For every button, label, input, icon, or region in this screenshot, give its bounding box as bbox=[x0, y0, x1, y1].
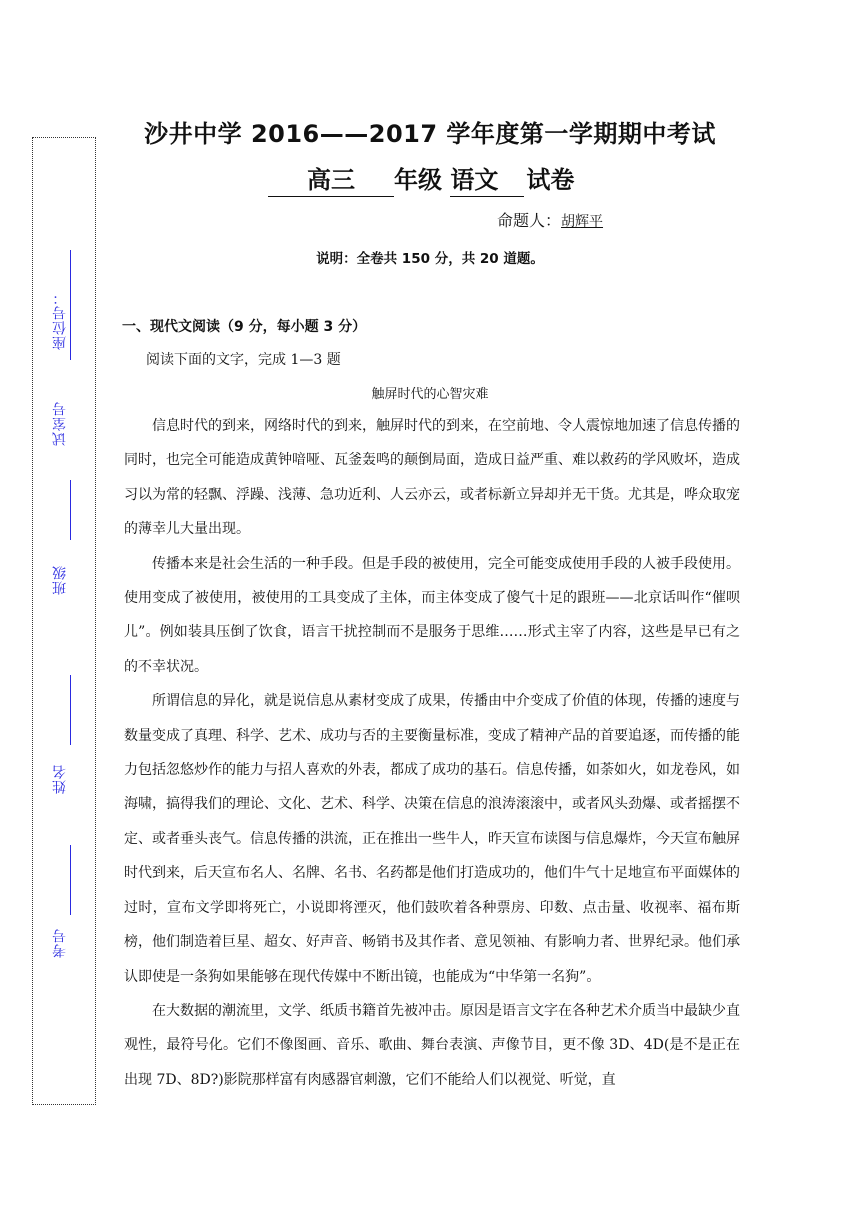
exam-note: 说明：全卷共 150 分，共 20 道题。 bbox=[316, 251, 544, 267]
exam-number-label: 考号 bbox=[52, 928, 68, 958]
subject-blank bbox=[450, 160, 524, 197]
article-paragraph: 信息时代的到来，网络时代的到来，触屏时代的到来，在空前地、令人震惊地加速了信息传播的同时，也完全可能造成黄钟喑哑、瓦釜轰鸣的颠倒局面，造成日益严重、难以救药的学风败坏，造成习以为常的轻飘、浮躁、浅薄、急功近利、人云亦云，或者标新立异却并无干货。尤其是，哗众取宠的薄幸儿大量出现。 bbox=[124, 418, 740, 538]
exam-title: 沙井中学 2016——2017 学年度第一学期期中考试 bbox=[144, 120, 716, 148]
article-paragraph: 传播本来是社会生活的一种手段。但是手段的被使用，完全可能变成使用手段的人被手段使用。使用变成了被使用，被使用的工具变成了主体，而主体变成了傻气十足的跟班——北京话叫作“催呗儿”。例如装具压倒了饮食，语言干扰控制而不是服务于思维……形式主宰了内容，这些是早已有之的不幸状况。 bbox=[124, 555, 740, 675]
name-line bbox=[70, 845, 71, 915]
room-number-label: 试室号 bbox=[52, 401, 68, 446]
room-number-line bbox=[70, 480, 71, 540]
exam-number-field bbox=[50, 918, 72, 978]
article-paragraph: 所谓信息的异化，就是说信息从素材变成了成果，传播由中介变成了价值的体现，传播的速度与数量变成了真理、科学、艺术、成功与否的主要衡量标准，变成了精神产品的首要追逐，而传播的能力包括忽悠炒作的能力与招人喜欢的外表，都成了成功的基石。信息传播，如荼如火，如龙卷风，如海啸，搞得我们的理论、文化、艺术、科学、决策在信息的浪涛滚滚中，或者风头劲爆、或者摇摆不定、或者垂头丧气。信息传播的洪流，正在推出一些牛人，昨天宣布读图与信息爆炸，今天宣布触屏时代到来，后天宣布名人、名牌、名书、名药都是他们打造成功的，他们牛气十足地宣布平面媒体的过时，宣布文学即将死亡，小说即将湮灭，他们鼓吹着各种票房、印数、点击量、收视率、福布斯榜，他们制造着巨星、超女、好声音、畅销书及其作者、意见领袖、有影响力者、世界纪录。他们承认即使是一条狗如果能够在现代传媒中不断出镜，也能成为“中华第一名狗”。 bbox=[124, 693, 740, 985]
question-setter bbox=[497, 208, 603, 231]
room-number-field bbox=[50, 395, 72, 465]
article-title: 触屏时代的心智灾难 bbox=[371, 387, 489, 402]
seat-number-field bbox=[50, 250, 72, 368]
section-heading: 一、现代文阅读（9 分，每小题 3 分） bbox=[122, 319, 367, 335]
name-field bbox=[50, 750, 72, 810]
reading-instruction: 阅读下面的文字，完成 1—3 题 bbox=[146, 352, 341, 368]
grade-suffix: 年级 bbox=[394, 166, 442, 194]
setter-label: 命题人： bbox=[497, 211, 562, 230]
seat-number-label: 座位号： bbox=[52, 290, 68, 350]
class-label: 班级 bbox=[52, 565, 68, 595]
class-line bbox=[70, 675, 71, 745]
exam-subtitle bbox=[268, 160, 574, 197]
paper-label: 试卷 bbox=[526, 166, 575, 194]
grade-blank bbox=[268, 160, 394, 197]
name-label: 姓名 bbox=[52, 764, 68, 794]
class-field bbox=[50, 545, 72, 625]
setter-name: 胡辉平 bbox=[561, 214, 604, 230]
article-body bbox=[124, 409, 740, 1097]
grade-value: 高三 bbox=[307, 166, 355, 194]
article-paragraph: 在大数据的潮流里，文学、纸质书籍首先被冲击。原因是语言文字在各种艺术介质当中最缺少直观性，最符号化。它们不像图画、音乐、歌曲、舞台表演、声像节目，更不像 3D、4D(是不是正在出现 7D、8D?)影院那样富有肉感器官刺激，它们不能给人们以视觉、听觉，直 bbox=[124, 1002, 740, 1088]
subject-value: 语文 bbox=[450, 166, 499, 194]
